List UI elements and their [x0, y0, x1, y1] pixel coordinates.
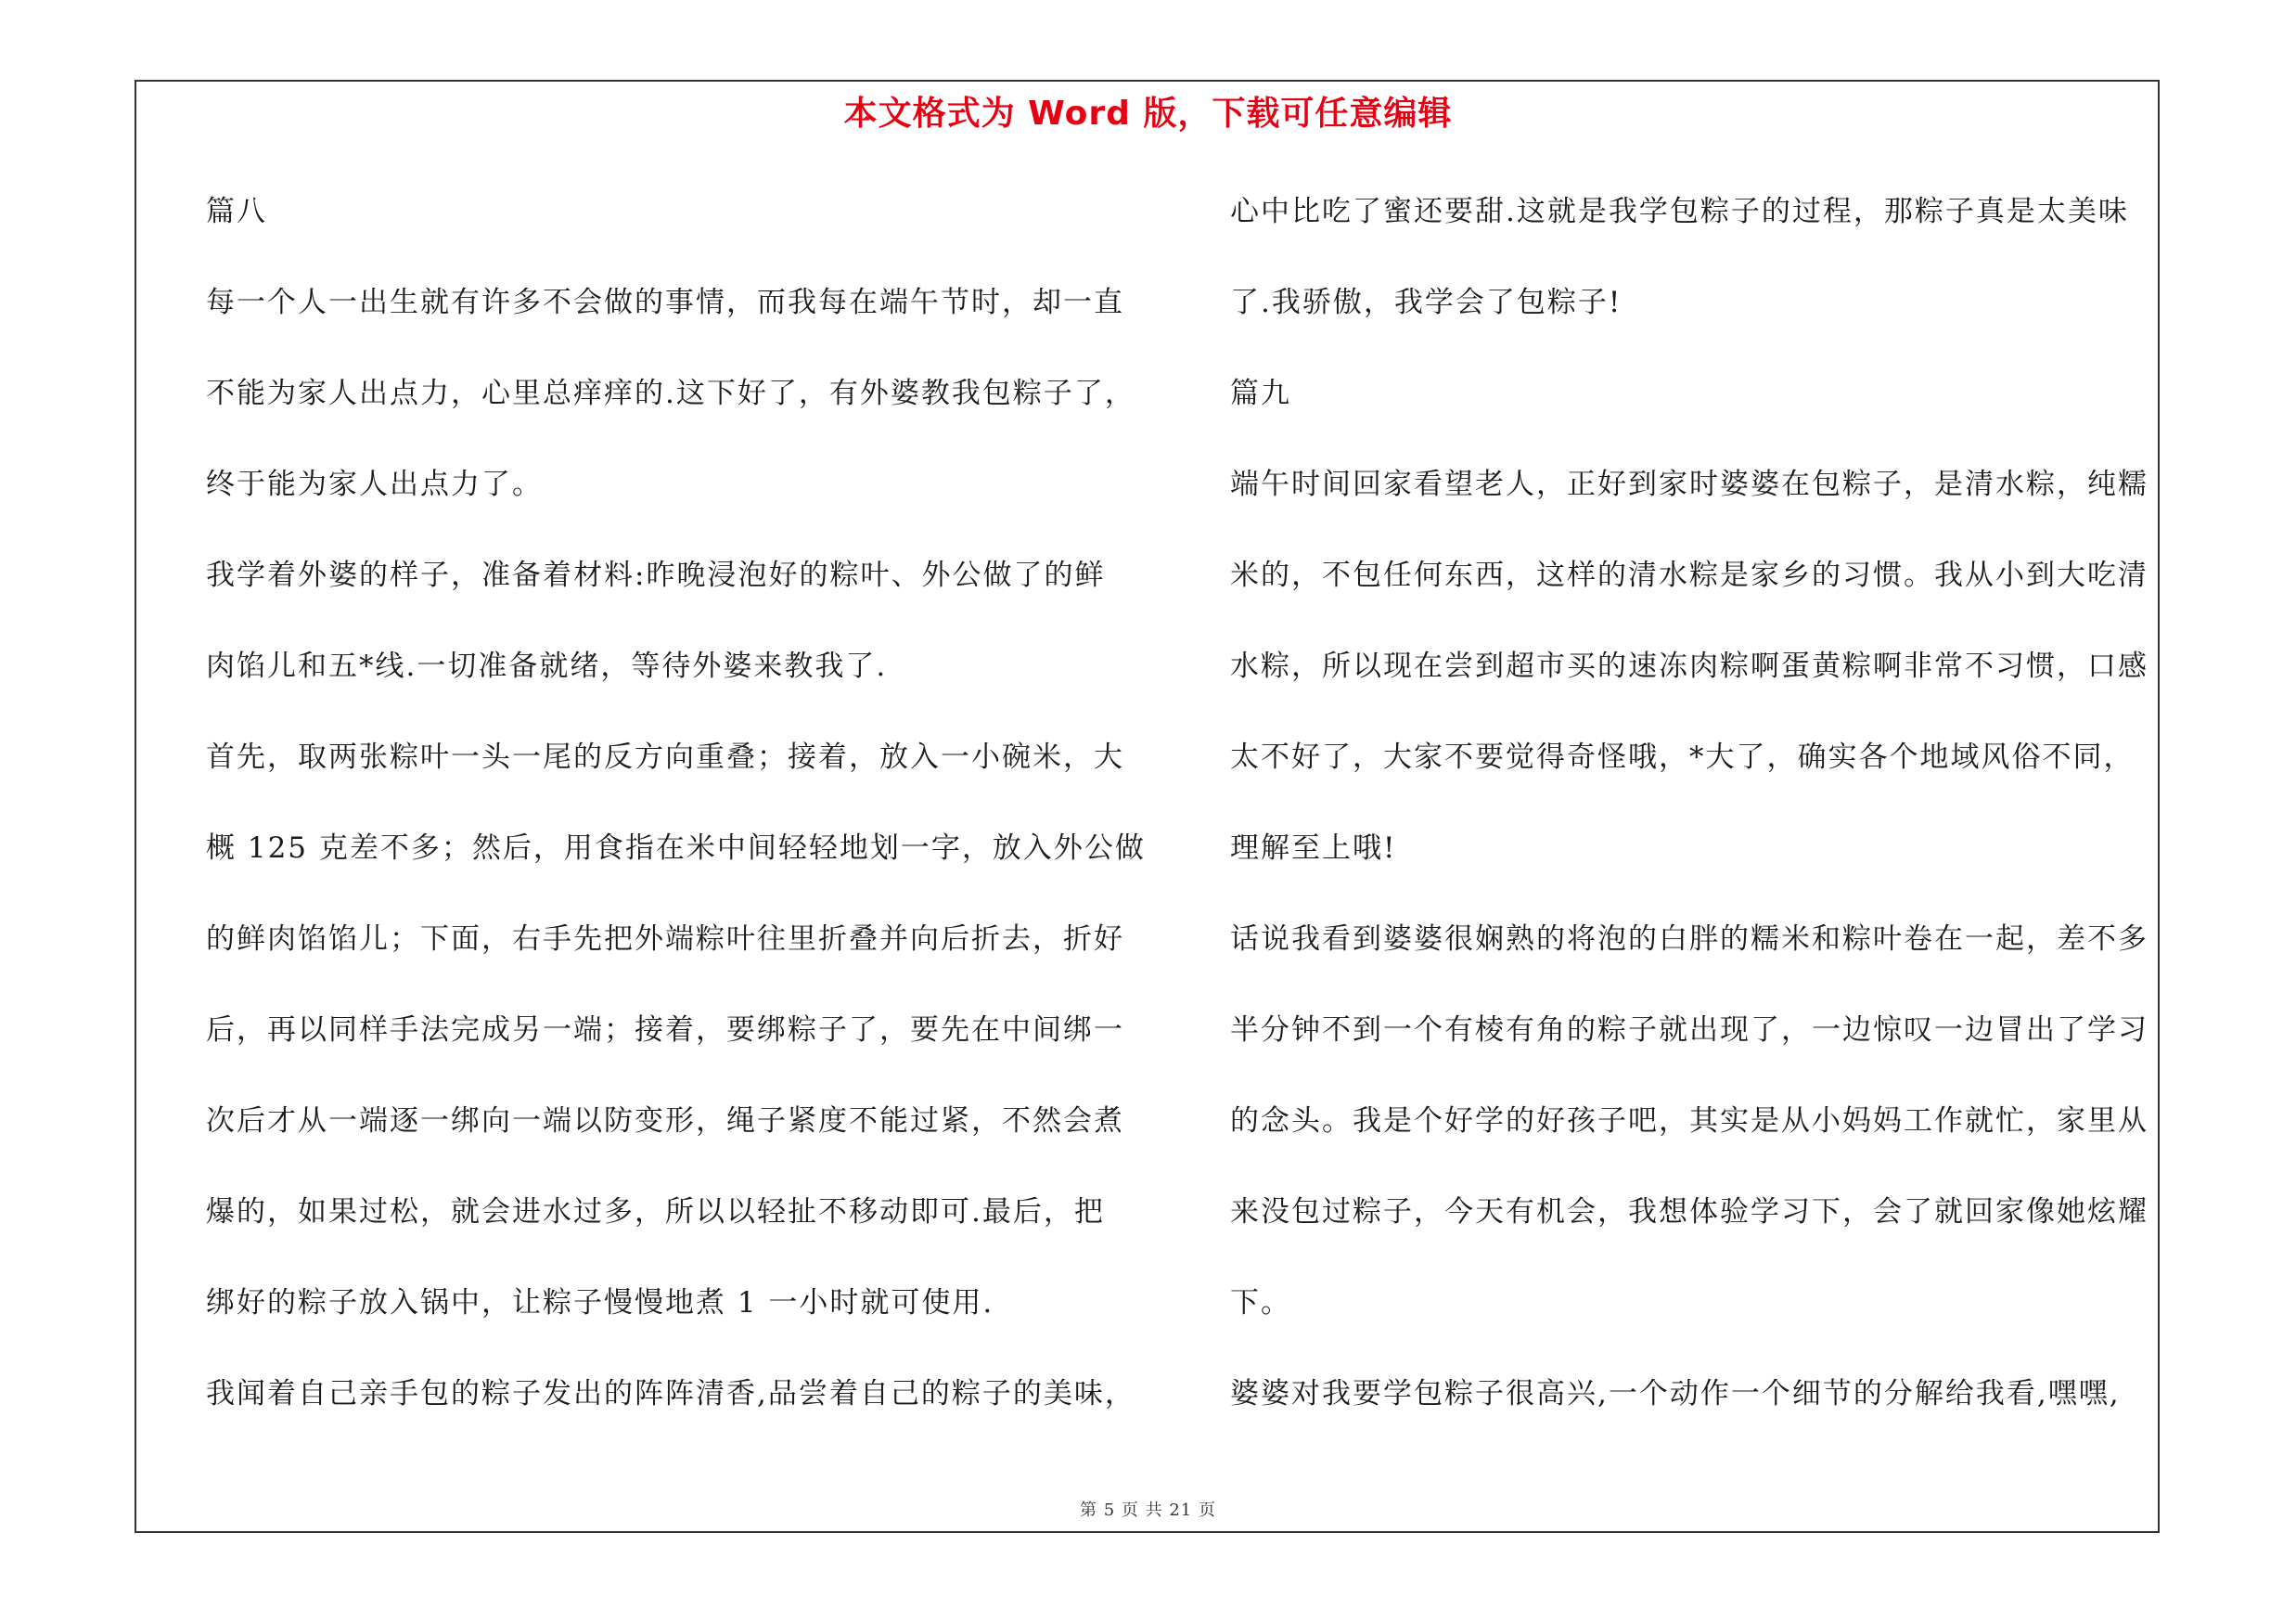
left-line: 不能为家人出点力，心里总痒痒的.这下好了，有外婆教我包粽子了，	[206, 377, 1135, 410]
right-line: 了.我骄傲，我学会了包粽子!	[1230, 286, 1623, 319]
left-line: 肉馅儿和五*线.一切准备就绪，等待外婆来教我了.	[206, 650, 888, 683]
left-line: 次后才从一端逐一绑向一端以防变形，绳子紧度不能过紧，不然会煮	[206, 1104, 1124, 1138]
left-line: 概 125 克差不多；然后，用食指在米中间轻轻地划一字，放入外公做	[206, 831, 1146, 865]
right-line: 米的，不包任何东西，这样的清水粽是家乡的习惯。我从小到大吃清	[1230, 559, 2148, 592]
right-line: 理解至上哦!	[1230, 831, 1397, 865]
right-line: 端午时间回家看望老人，正好到家时婆婆在包粽子，是清水粽，纯糯	[1230, 468, 2148, 501]
left-line: 篇八	[206, 195, 267, 228]
right-line: 婆婆对我要学包粽子很高兴,一个动作一个细节的分解给我看,嘿嘿,	[1230, 1377, 2121, 1410]
page-number-footer: 第 5 页 共 21 页	[1080, 1501, 1216, 1520]
left-line: 每一个人一出生就有许多不会做的事情，而我每在端午节时，却一直	[206, 286, 1124, 319]
left-line: 后，再以同样手法完成另一端；接着，要绑粽子了，要先在中间绑一	[206, 1013, 1124, 1047]
right-line: 来没包过粽子，今天有机会，我想体验学习下，会了就回家像她炫耀	[1230, 1195, 2148, 1229]
right-column	[1230, 183, 2148, 1456]
left-column	[206, 183, 1146, 1456]
left-line: 的鲜肉馅馅儿；下面，右手先把外端粽叶往里折叠并向后折去，折好	[206, 922, 1124, 956]
right-line: 的念头。我是个好学的好孩子吧，其实是从小妈妈工作就忙，家里从	[1230, 1104, 2148, 1138]
format-banner: 本文格式为 Word 版，下载可任意编辑	[843, 95, 1453, 133]
left-line: 我闻着自己亲手包的粽子发出的阵阵清香,品尝着自己的粽子的美味，	[206, 1377, 1135, 1410]
left-line: 我学着外婆的样子，准备着材料:昨晚浸泡好的粽叶、外公做了的鲜	[206, 559, 1106, 592]
right-line: 水粽，所以现在尝到超市买的速冻肉粽啊蛋黄粽啊非常不习惯，口感	[1230, 650, 2148, 683]
right-line: 半分钟不到一个有棱有角的粽子就出现了，一边惊叹一边冒出了学习	[1230, 1013, 2148, 1047]
left-line: 爆的，如果过松，就会进水过多，所以以轻扯不移动即可.最后，把	[206, 1195, 1105, 1229]
right-line: 篇九	[1230, 377, 1291, 410]
left-line: 绑好的粽子放入锅中，让粽子慢慢地煮 1 一小时就可使用.	[206, 1286, 994, 1320]
left-line: 首先，取两张粽叶一头一尾的反方向重叠；接着，放入一小碗米，大	[206, 741, 1124, 774]
right-line: 话说我看到婆婆很娴熟的将泡的白胖的糯米和粽叶卷在一起，差不多	[1230, 922, 2148, 956]
left-line: 终于能为家人出点力了。	[206, 468, 543, 501]
right-line: 心中比吃了蜜还要甜.这就是我学包粽子的过程，那粽子真是太美味	[1230, 195, 2129, 228]
right-line: 下。	[1230, 1286, 1291, 1320]
right-line: 太不好了，大家不要觉得奇怪哦，*大了，确实各个地域风俗不同，	[1230, 741, 2135, 774]
